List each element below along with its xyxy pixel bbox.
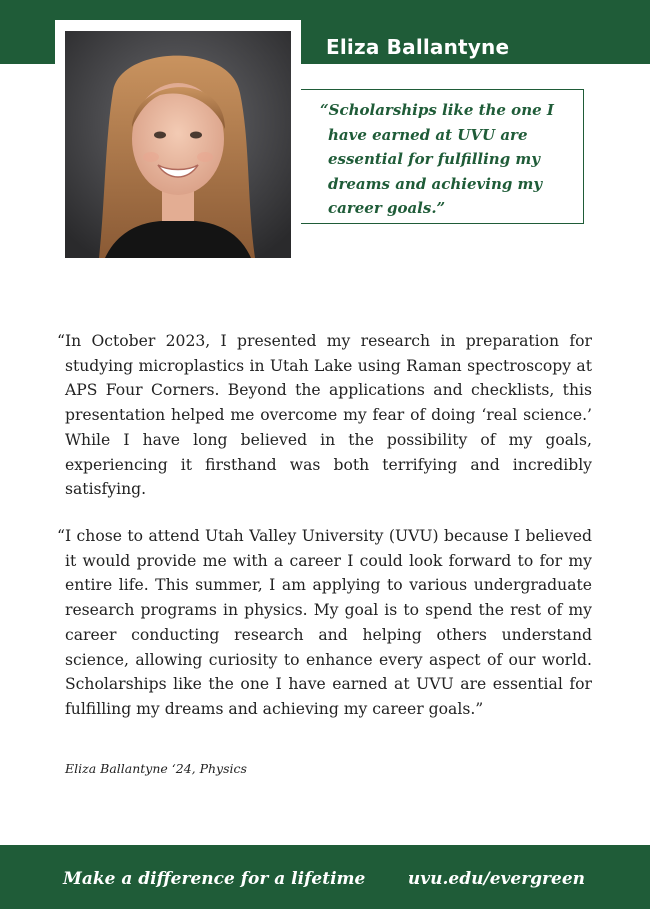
footer-tagline: Make a difference for a lifetime (63, 869, 366, 889)
footer-band (0, 845, 650, 909)
pull-quote-box (301, 89, 584, 224)
testimonial-paragraph-2: “I chose to attend Utah Valley University (UVU) because I believed it would provide me with a career I could look forward to for my entire life. This summer, I am applying to various undergraduate research programs in physics. My goal is to spend the rest of my career conducting research and helping others understand science, allowing curiosity to enhance every aspect of our world. Scholarships like the one I have earned at UVU are essential for fulfilling my dreams and achieving my career goals.” (57, 527, 592, 718)
portrait-frame (55, 20, 301, 268)
student-portrait (65, 31, 291, 258)
student-name: Eliza Ballantyne (326, 35, 510, 59)
pull-quote: “Scholarships like the one I have earned at UVU are essential for fulfilling my dreams and achieving my career goals.” (320, 101, 554, 218)
footer-url-link[interactable]: uvu.edu/evergreen (407, 869, 585, 889)
attribution: Eliza Ballantyne ‘24, Physics (65, 761, 247, 776)
testimonial-paragraph-1: “In October 2023, I presented my research in preparation for studying microplastics in Utah Lake using Raman spectroscopy at APS Four Corners. Beyond the applications and checklists, this presentation helped me overcome my fear of doing ‘real science.’ While I have long believed in the possibility of my goals, experiencing it firsthand was both terrifying and incredibly satisfying. (57, 332, 592, 499)
